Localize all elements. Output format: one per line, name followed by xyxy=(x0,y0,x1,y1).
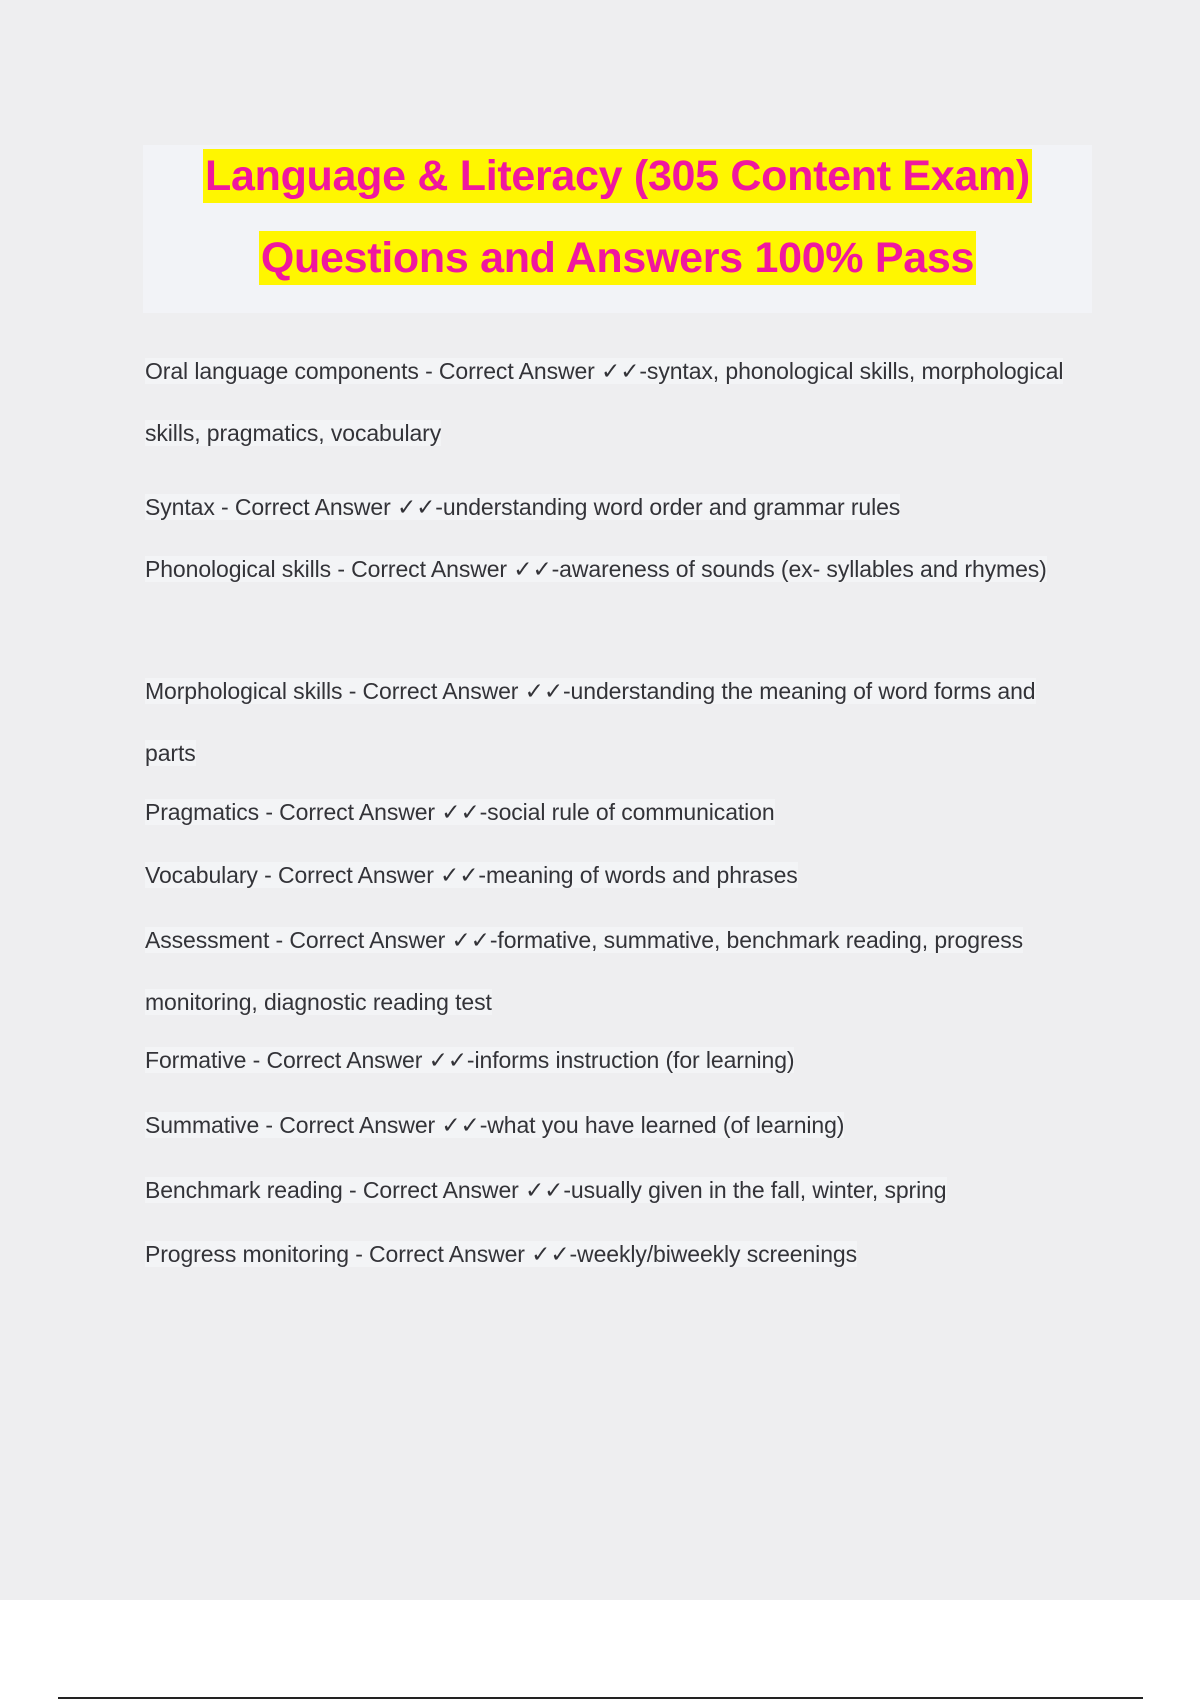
qa-item-pragmatics xyxy=(145,781,1085,843)
qa-item-text: Phonological skills - Correct Answer ✓✓-awareness of sounds (ex- syllables and rhymes) xyxy=(145,556,1047,582)
qa-item-text: Morphological skills - Correct Answer ✓✓-understanding the meaning of word forms and parts xyxy=(145,678,1036,766)
document-title-line-2: Questions and Answers 100% Pass xyxy=(259,231,976,285)
qa-item-syntax xyxy=(145,476,1085,538)
qa-item-summative xyxy=(145,1094,1085,1156)
qa-item-assessment xyxy=(145,909,1085,1033)
qa-item-oral-language-components xyxy=(145,340,1085,464)
qa-item-formative xyxy=(145,1029,1085,1091)
qa-item-text: Vocabulary - Correct Answer ✓✓-meaning of words and phrases xyxy=(145,862,798,888)
qa-item-progress-monitoring xyxy=(145,1223,1085,1285)
qa-item-text: Syntax - Correct Answer ✓✓-understanding word order and grammar rules xyxy=(145,494,901,520)
qa-item-text: Pragmatics - Correct Answer ✓✓-social rule of communication xyxy=(145,799,775,825)
qa-item-phonological-skills xyxy=(145,538,1085,600)
qa-item-benchmark-reading xyxy=(145,1159,1085,1221)
qa-item-text: Progress monitoring - Correct Answer ✓✓-weekly/biweekly screenings xyxy=(145,1241,857,1267)
qa-item-text: Formative - Correct Answer ✓✓-informs instruction (for learning) xyxy=(145,1047,795,1073)
qa-item-text: Oral language components - Correct Answer ✓✓-syntax, phonological skills, morphological skills, pragmatics, vocabulary xyxy=(145,358,1064,446)
title-block xyxy=(143,145,1092,313)
qa-item-morphological-skills xyxy=(145,660,1085,784)
footer-divider xyxy=(58,1697,1143,1699)
qa-item-vocabulary xyxy=(145,844,1085,906)
document-title-line-1: Language & Literacy (305 Content Exam) xyxy=(203,149,1032,203)
qa-item-text: Summative - Correct Answer ✓✓-what you have learned (of learning) xyxy=(145,1112,845,1138)
qa-item-text: Assessment - Correct Answer ✓✓-formative, summative, benchmark reading, progress monitoring, diagnostic reading test xyxy=(145,927,1024,1015)
qa-item-text: Benchmark reading - Correct Answer ✓✓-usually given in the fall, winter, spring xyxy=(145,1177,947,1203)
